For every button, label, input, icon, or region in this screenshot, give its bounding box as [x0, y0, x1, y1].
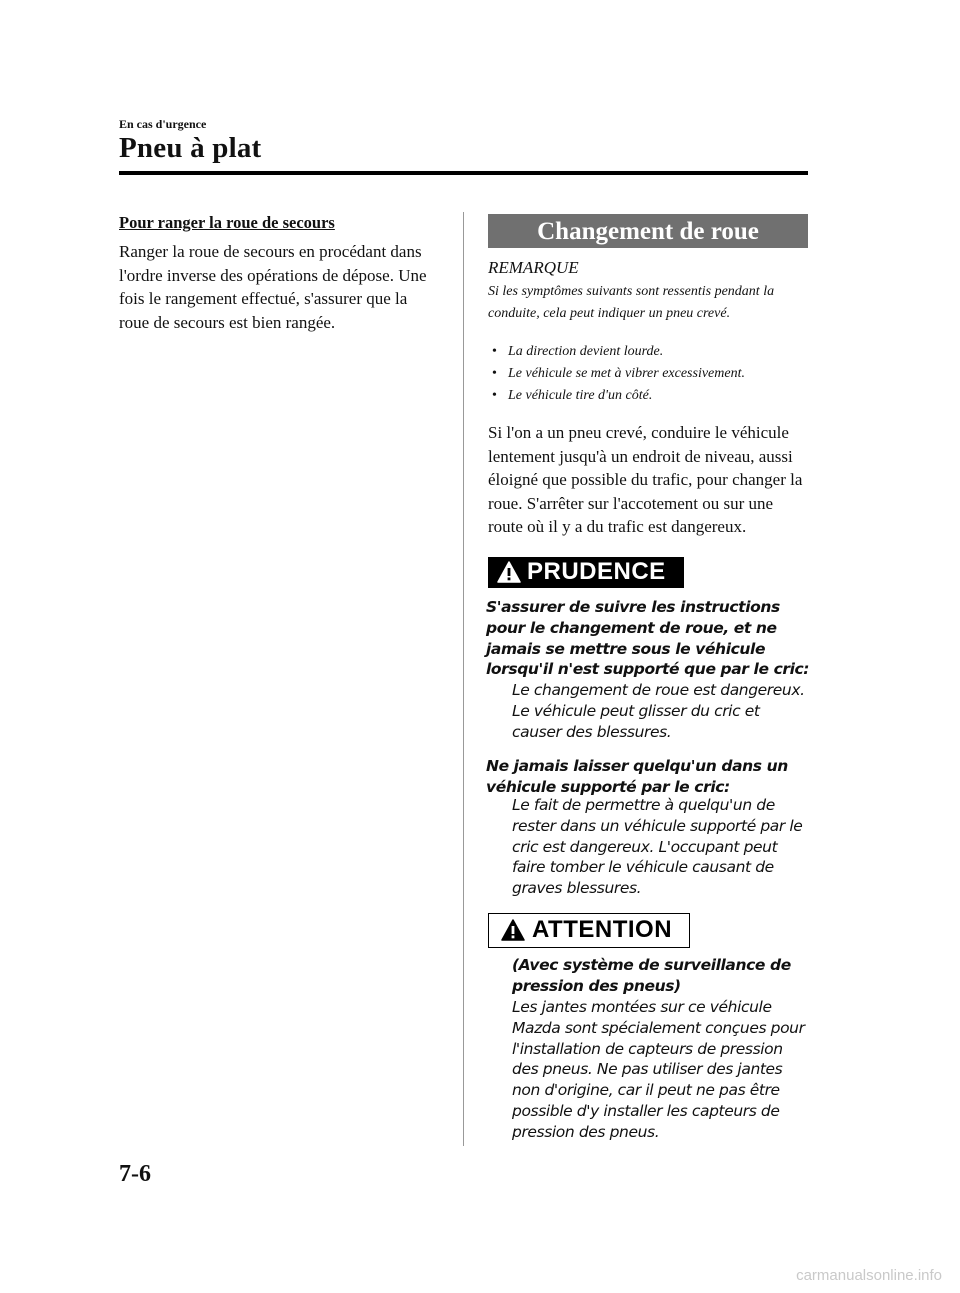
bullet-text: La direction devient lourde.	[508, 344, 664, 359]
caution-item2-text: Le fait de permettre à quelqu'un de rester dans un véhicule supporté par le cric est dangereux. L'occupant peut faire tomber le véhicule causant de graves blessures.	[512, 796, 803, 898]
warning-triangle-icon	[497, 561, 521, 583]
warning-triangle-icon	[501, 919, 525, 941]
attention-label: ATTENTION	[532, 916, 673, 943]
column-divider	[463, 212, 464, 1146]
title-rule	[119, 171, 808, 175]
bullet-item	[492, 366, 745, 382]
page-title: Pneu à plat	[119, 132, 262, 164]
bullet-text: Le véhicule se met à vibrer excessivement.	[508, 366, 745, 381]
right-paragraph: Si l'on a un pneu crevé, conduire le véhicule lentement jusqu'à un endroit de niveau, aussi éloigné que possible du trafic, pour changer la roue. S'arrêter sur l'accotement ou sur une route où il y a du trafic est dangereux.	[488, 423, 803, 537]
attention-text: Les jantes montées sur ce véhicule Mazda sont spécialement conçues pour l'installation de capteurs de pression des pneus. Ne pas utiliser des jantes non d'origine, car il peut ne pas être possible d'y installer les capteurs de pression des pneus.	[512, 998, 805, 1141]
section-banner: Changement de roue	[488, 214, 808, 248]
left-paragraph: Ranger la roue de secours en procédant dans l'ordre inverse des opérations de dépose. Une fois le rangement effectué, s'assurer que la roue de secours est bien rangée.	[119, 242, 427, 332]
caution-item2-heading: Ne jamais laisser quelqu'un dans un véhicule supporté par le cric:	[486, 757, 788, 796]
watermark: carmanualsonline.info	[796, 1267, 942, 1284]
caution-item1-heading: S'assurer de suivre les instructions pour le changement de roue, et ne jamais se mettre sous le véhicule lorsqu'il n'est supporté que par le cric:	[486, 598, 810, 679]
page-number: 7-6	[119, 1161, 151, 1187]
caution-item1-text: Le changement de roue est dangereux. Le véhicule peut glisser du cric et causer des blessures.	[512, 681, 805, 741]
bullet-item	[492, 344, 663, 360]
attention-heading: (Avec système de surveillance de pression des pneus)	[512, 956, 791, 995]
attention-label-box	[488, 913, 690, 948]
left-heading: Pour ranger la roue de secours	[119, 213, 335, 232]
remark-heading: REMARQUE	[488, 258, 579, 277]
bullet-icon: •	[492, 366, 497, 381]
remark-text: Si les symptômes suivants sont ressentis pendant la conduite, cela peut indiquer un pneu crevé.	[488, 284, 775, 321]
bullet-item	[492, 388, 652, 404]
caution-label: PRUDENCE	[527, 558, 666, 585]
bullet-icon: •	[492, 344, 497, 359]
section-label: En cas d'urgence	[119, 117, 207, 131]
bullet-icon: •	[492, 388, 497, 403]
bullet-text: Le véhicule tire d'un côté.	[508, 388, 653, 403]
caution-label-box	[488, 557, 684, 588]
